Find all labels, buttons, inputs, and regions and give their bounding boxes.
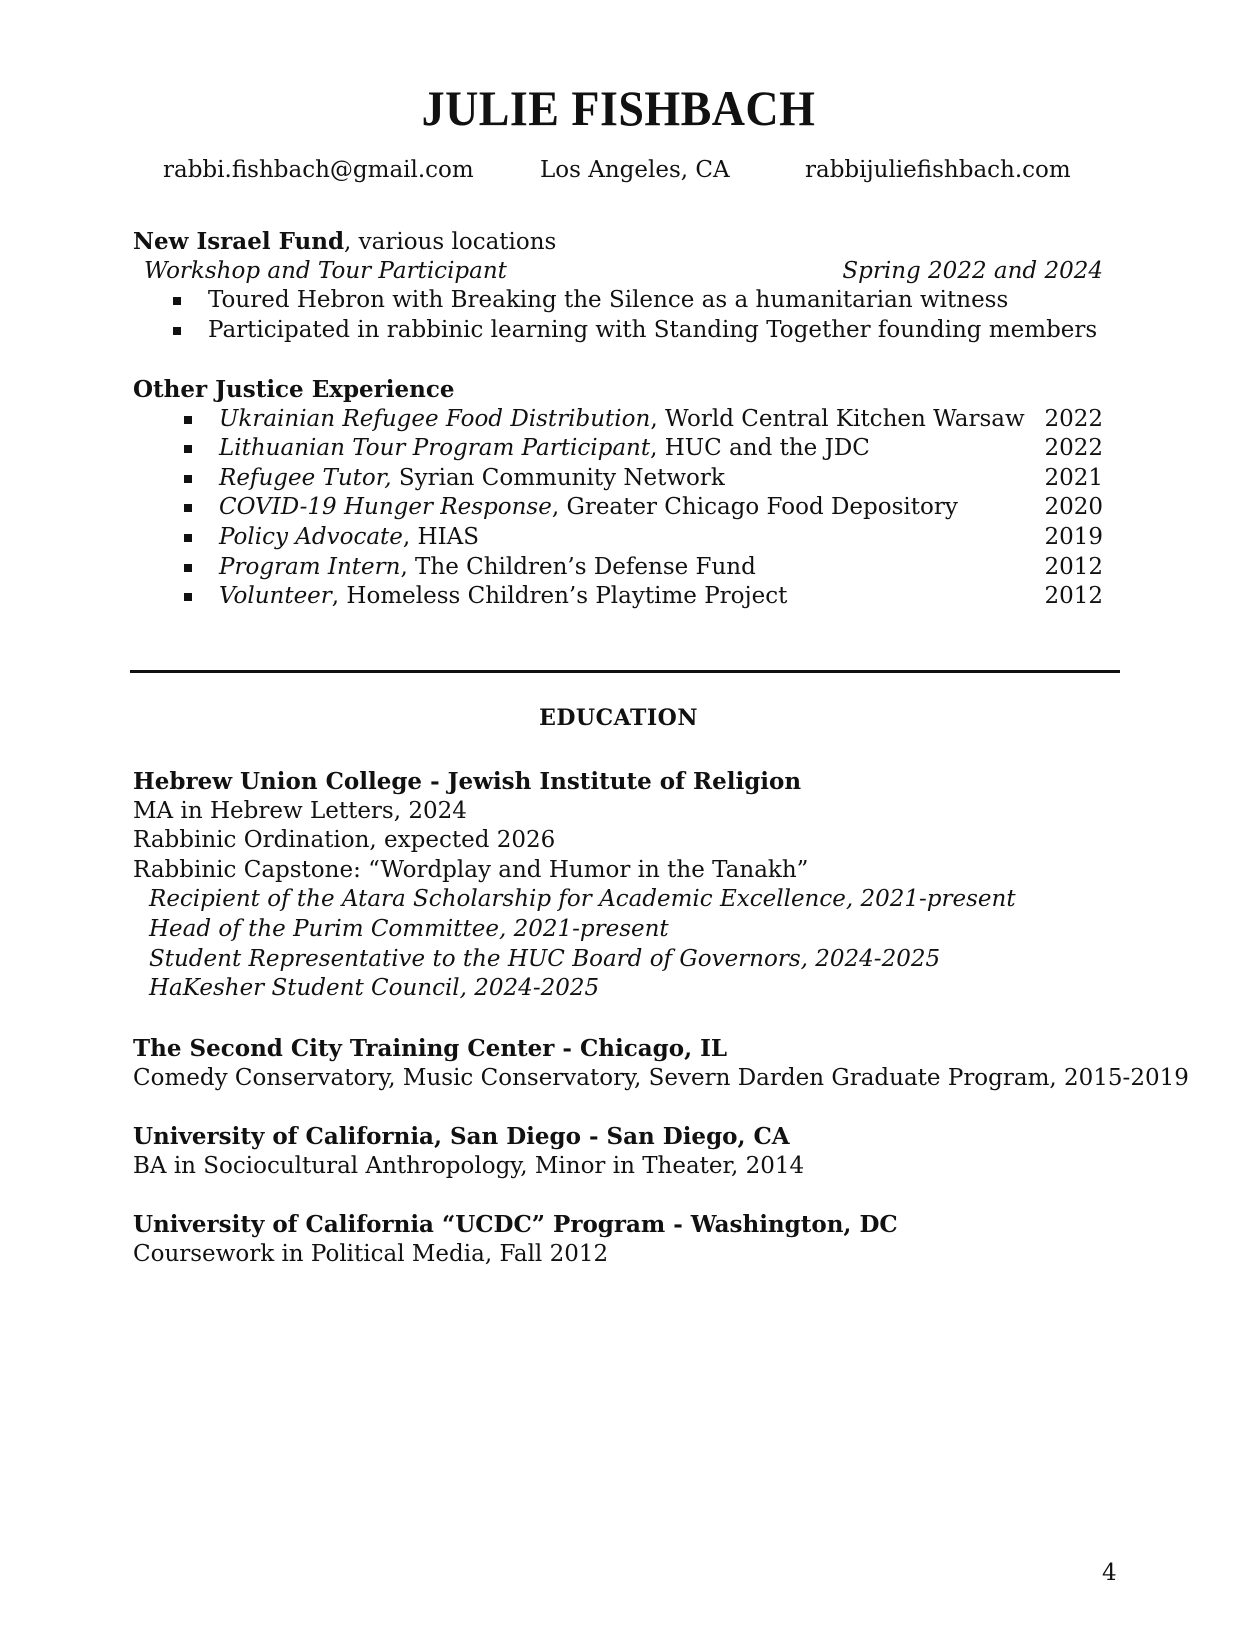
contact-website: rabbijuliefishbach.com	[805, 157, 1071, 183]
item-role: Volunteer	[219, 583, 332, 610]
item-year: 2012	[1044, 553, 1103, 580]
degree-line: MA in Hebrew Letters, 2024	[133, 797, 467, 824]
nif-section	[133, 227, 1103, 345]
item-year: 2012	[1044, 583, 1103, 610]
list-item	[133, 493, 1103, 523]
page-number: 4	[1102, 1560, 1117, 1586]
other-justice-section	[133, 375, 1103, 612]
list-item	[133, 553, 1103, 583]
list-item	[133, 434, 1103, 464]
item-year: 2022	[1044, 405, 1103, 432]
bullet-text: Participated in rabbinic learning with Standing Together founding members	[208, 316, 1098, 343]
school-name: University of California, San Diego - San Diego, CA	[133, 1123, 790, 1150]
honor-line: Recipient of the Atara Scholarship for Academic Excellence, 2021-present	[149, 886, 1016, 913]
nif-role: Workshop and Tour Participant	[144, 257, 507, 284]
item-year: 2019	[1044, 523, 1103, 550]
bullet-square-icon	[184, 534, 192, 542]
school-name: The Second City Training Center - Chicago, IL	[133, 1035, 728, 1062]
nif-org: New Israel Fund	[133, 228, 345, 255]
nif-role-line	[133, 257, 1103, 287]
education-ucsd	[133, 1122, 1103, 1181]
item-role: Lithuanian Tour Program Participant	[219, 435, 651, 462]
item-role: Ukrainian Refugee Food Distribution	[219, 405, 651, 432]
nif-org-suffix: , various locations	[344, 229, 557, 255]
honor-line: Head of the Purim Committee, 2021-present	[149, 915, 669, 942]
bullet-square-icon	[173, 297, 181, 305]
item-role: Program Intern	[219, 553, 401, 580]
degree-line: Rabbinic Ordination, expected 2026	[133, 827, 556, 854]
list-item	[133, 316, 1103, 346]
bullet-square-icon	[184, 564, 192, 572]
contact-location: Los Angeles, CA	[540, 157, 730, 183]
bullet-text: Toured Hebron with Breaking the Silence as a humanitarian witness	[208, 287, 1009, 314]
item-year: 2020	[1044, 494, 1103, 521]
degree-line: Rabbinic Capstone: “Wordplay and Humor in the Tanakh”	[133, 856, 809, 883]
list-item	[133, 523, 1103, 553]
item-org: , The Children’s Defense Fund	[400, 553, 756, 580]
item-org: , Greater Chicago Food Depository	[551, 494, 958, 521]
bullet-square-icon	[184, 593, 192, 601]
item-org: , World Central Kitchen Warsaw	[650, 405, 1025, 432]
item-role: Refugee Tutor,	[219, 464, 392, 491]
education-second-city	[133, 1034, 1189, 1093]
nif-dates: Spring 2022 and 2024	[842, 257, 1103, 284]
other-justice-heading: Other Justice Experience	[133, 376, 455, 403]
school-name: University of California “UCDC” Program - Washington, DC	[133, 1211, 898, 1238]
education-heading: EDUCATION	[539, 705, 698, 731]
bullet-square-icon	[184, 416, 192, 424]
item-role: Policy Advocate	[219, 523, 403, 550]
contact-email: rabbi.fishbach@gmail.com	[163, 157, 474, 183]
item-org: , HIAS	[402, 523, 480, 550]
section-divider	[130, 670, 1120, 673]
candidate-name: JULIE FISHBACH	[421, 80, 816, 136]
bullet-square-icon	[184, 445, 192, 453]
item-org: , HUC and the JDC	[650, 435, 870, 462]
bullet-square-icon	[184, 475, 192, 483]
honor-line: Student Representative to the HUC Board of Governors, 2024-2025	[149, 945, 941, 972]
education-ucdc	[133, 1210, 1103, 1269]
honor-line: HaKesher Student Council, 2024-2025	[149, 975, 600, 1002]
list-item	[133, 464, 1103, 494]
list-item	[133, 582, 1103, 612]
bullet-square-icon	[184, 504, 192, 512]
item-org: Syrian Community Network	[391, 464, 725, 491]
degree-line: Coursework in Political Media, Fall 2012	[133, 1240, 609, 1267]
nif-bullet-list	[133, 286, 1103, 345]
school-name: Hebrew Union College - Jewish Institute of Religion	[133, 768, 802, 795]
bullet-square-icon	[173, 327, 181, 335]
nif-org-line	[133, 227, 1103, 257]
degree-line: Comedy Conservatory, Music Conservatory, Severn Darden Graduate Program, 2015-2019	[133, 1064, 1189, 1091]
degree-line: BA in Sociocultural Anthropology, Minor in Theater, 2014	[133, 1152, 805, 1179]
item-year: 2022	[1044, 435, 1103, 462]
item-org: , Homeless Children’s Playtime Project	[331, 583, 788, 610]
education-huc	[133, 767, 1103, 1004]
other-justice-list	[133, 405, 1103, 612]
list-item	[133, 405, 1103, 435]
item-year: 2021	[1044, 464, 1103, 491]
list-item	[133, 286, 1103, 316]
item-role: COVID-19 Hunger Response	[219, 494, 552, 521]
